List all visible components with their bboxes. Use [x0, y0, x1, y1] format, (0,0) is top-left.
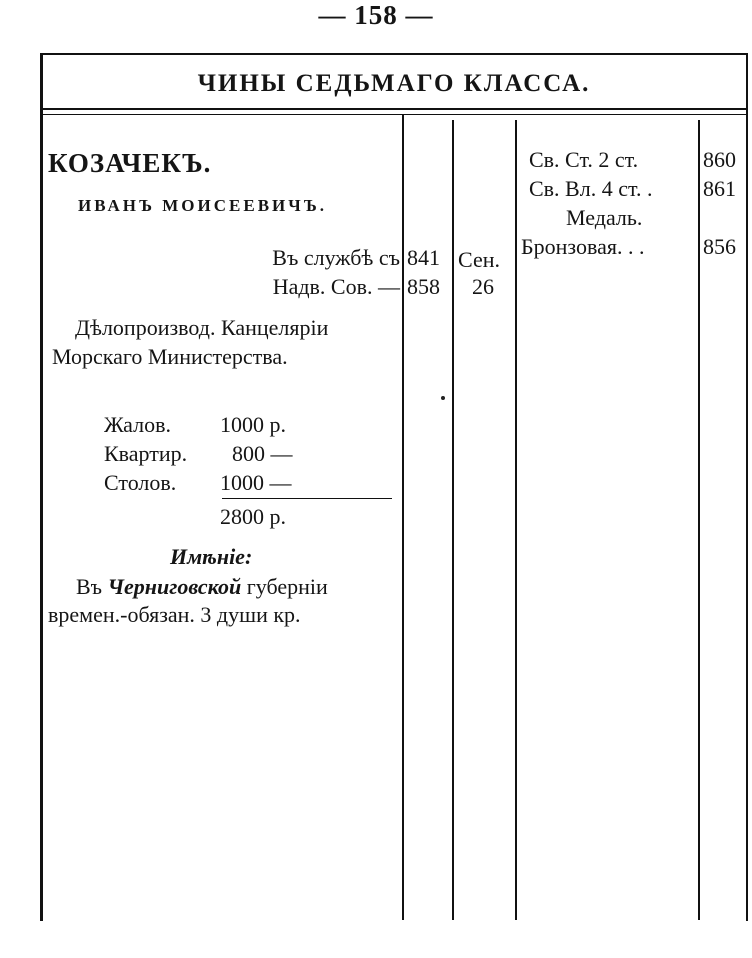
award-2-year: 861 — [703, 176, 736, 201]
position-line-1: Дѣлопроизвод. Канцеляріи — [75, 315, 329, 340]
service-year: 841 — [407, 245, 440, 270]
column-divider-2 — [452, 120, 454, 920]
award-1-name: Св. Ст. 2 ст. — [529, 147, 639, 172]
page-number: — 158 — — [318, 0, 434, 30]
award-4-name: Бронзовая. . . — [521, 234, 645, 259]
rank-label: Надв. Сов. — — [272, 274, 400, 299]
rank-month: Сен. — [458, 247, 500, 272]
award-3-name: Медаль. — [566, 205, 643, 230]
rank-day: 26 — [472, 274, 494, 299]
title-divider — [40, 108, 748, 110]
estate-suffix: губерніи — [246, 574, 328, 599]
estate-line-2: времен.-обязан. 3 души кр. — [48, 602, 301, 627]
estate-label: Имѣніе: — [170, 544, 253, 569]
salary-label-1: Жалов. — [104, 412, 171, 437]
salary-sum-line — [222, 498, 392, 499]
salary-amount-3: 1000 — — [220, 470, 292, 495]
section-title: ЧИНЫ СЕДЬМАГО КЛАССА. — [197, 70, 591, 97]
award-1-year: 860 — [703, 147, 736, 172]
service-label: Въ службѣ съ — [272, 245, 400, 270]
title-divider-thin — [40, 114, 748, 115]
column-divider-1 — [402, 114, 404, 920]
column-divider-4 — [698, 120, 700, 920]
person-given-name: ИВАНЪ МОИСЕЕВИЧЪ. — [78, 196, 327, 215]
salary-amount-1: 1000 р. — [220, 412, 286, 437]
salary-label-2: Квартир. — [104, 441, 188, 466]
award-2-name: Св. Вл. 4 ст. . — [529, 176, 653, 201]
column-divider-3 — [515, 120, 517, 920]
salary-total: 2800 р. — [220, 504, 286, 529]
salary-amount-2: 800 — — [232, 441, 293, 466]
salary-label-3: Столов. — [104, 470, 177, 495]
estate-line-1 — [76, 574, 328, 600]
position-line-2: Морскаго Министерства. — [52, 344, 288, 369]
estate-gubernia: Черниговской — [107, 574, 242, 599]
person-surname: КОЗАЧЕКЪ. — [48, 148, 212, 178]
award-4-year: 856 — [703, 234, 736, 259]
print-speck — [441, 396, 445, 400]
rank-year: 858 — [407, 274, 440, 299]
estate-prefix: Въ — [76, 574, 103, 599]
